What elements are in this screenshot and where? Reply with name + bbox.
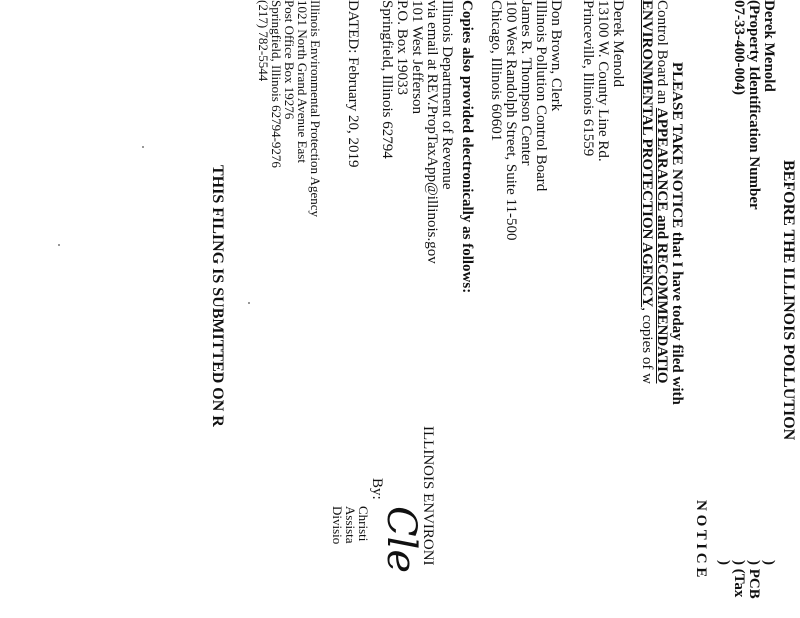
signer-division: Divisio: [330, 506, 345, 545]
handwritten-signature: Cle: [378, 506, 424, 574]
signer-name: Christi: [356, 506, 371, 542]
electronic-po-box: P.O. Box 19033: [394, 0, 410, 96]
notice-title: N O T I C E: [693, 500, 709, 578]
caption-pcb: ) PCB: [746, 560, 762, 599]
recipient2-street: 100 West Randolph Street, Suite 11-500: [503, 0, 519, 241]
notice-line-2: [654, 0, 669, 383]
caption-party: Derek Menold: [761, 0, 777, 92]
recipient2-building: James R. Thompson Center: [518, 0, 534, 166]
caption-bracket: ): [716, 560, 732, 565]
scan-speck: [142, 146, 144, 148]
sender-po-box: Post Office Box 19276: [282, 0, 297, 120]
scan-speck: [58, 244, 60, 246]
notice-agency: ENVIRONMENTAL PROTECTION AGENCY: [639, 0, 655, 308]
notice-text: Control Board an: [654, 0, 670, 108]
footer-notice: THIS FILING IS SUBMITTED ON R: [209, 165, 226, 427]
agency-name: ILLINOIS ENVIRONI: [420, 426, 436, 566]
sender-city: Springfield, Illinois 62794-9276: [269, 0, 284, 168]
signer-title: Assista: [343, 506, 358, 544]
sender-phone: (217) 782-5544: [256, 0, 271, 82]
recipient2-city: Chicago, Illinois 60601: [488, 0, 504, 142]
sender-agency: Illinois Environmental Protection Agency: [308, 0, 323, 217]
scan-speck: [248, 302, 250, 304]
recipient2-org: Illinois Pollution Control Board: [533, 0, 549, 192]
by-label: By:: [369, 478, 385, 500]
electronic-recipient: Illinois Department of Revenue: [439, 0, 455, 190]
electronic-city: Springfield, Illinois 62794: [379, 0, 395, 159]
caption-bracket: ): [761, 560, 777, 565]
recipient1-name: Derek Menold: [610, 0, 626, 88]
recipient2-name: Don Brown, Clerk: [548, 0, 564, 112]
notice-text: , copies of w: [639, 307, 655, 384]
notice-document-title: APPEARANCE and RECOMMENDATIO: [654, 107, 670, 384]
caption-pin-label: (Property Identification Number: [746, 0, 762, 210]
notice-line-1: PLEASE TAKE NOTICE that I have today filed with: [669, 62, 685, 405]
sender-street: 1021 North Grand Avenue East: [295, 0, 310, 163]
notice-line-3: [639, 0, 654, 384]
recipient1-city: Princeville, Illinois 61559: [580, 0, 596, 157]
electronic-street: 101 West Jefferson: [409, 0, 425, 115]
caption-pin: 07-33-400-004): [731, 0, 747, 95]
document-heading: BEFORE THE ILLINOIS POLLUTION: [780, 160, 797, 441]
recipient1-street: 13100 W. County Line Rd.: [595, 0, 611, 162]
dated-line: DATED: February 20, 2019: [345, 0, 361, 168]
copies-heading: Copies also provided electronically as follows:: [459, 0, 475, 294]
caption-tax: ) (Tax: [731, 560, 747, 598]
electronic-email: via email at REV.PropTaxApp@illinois.gov: [424, 0, 440, 264]
